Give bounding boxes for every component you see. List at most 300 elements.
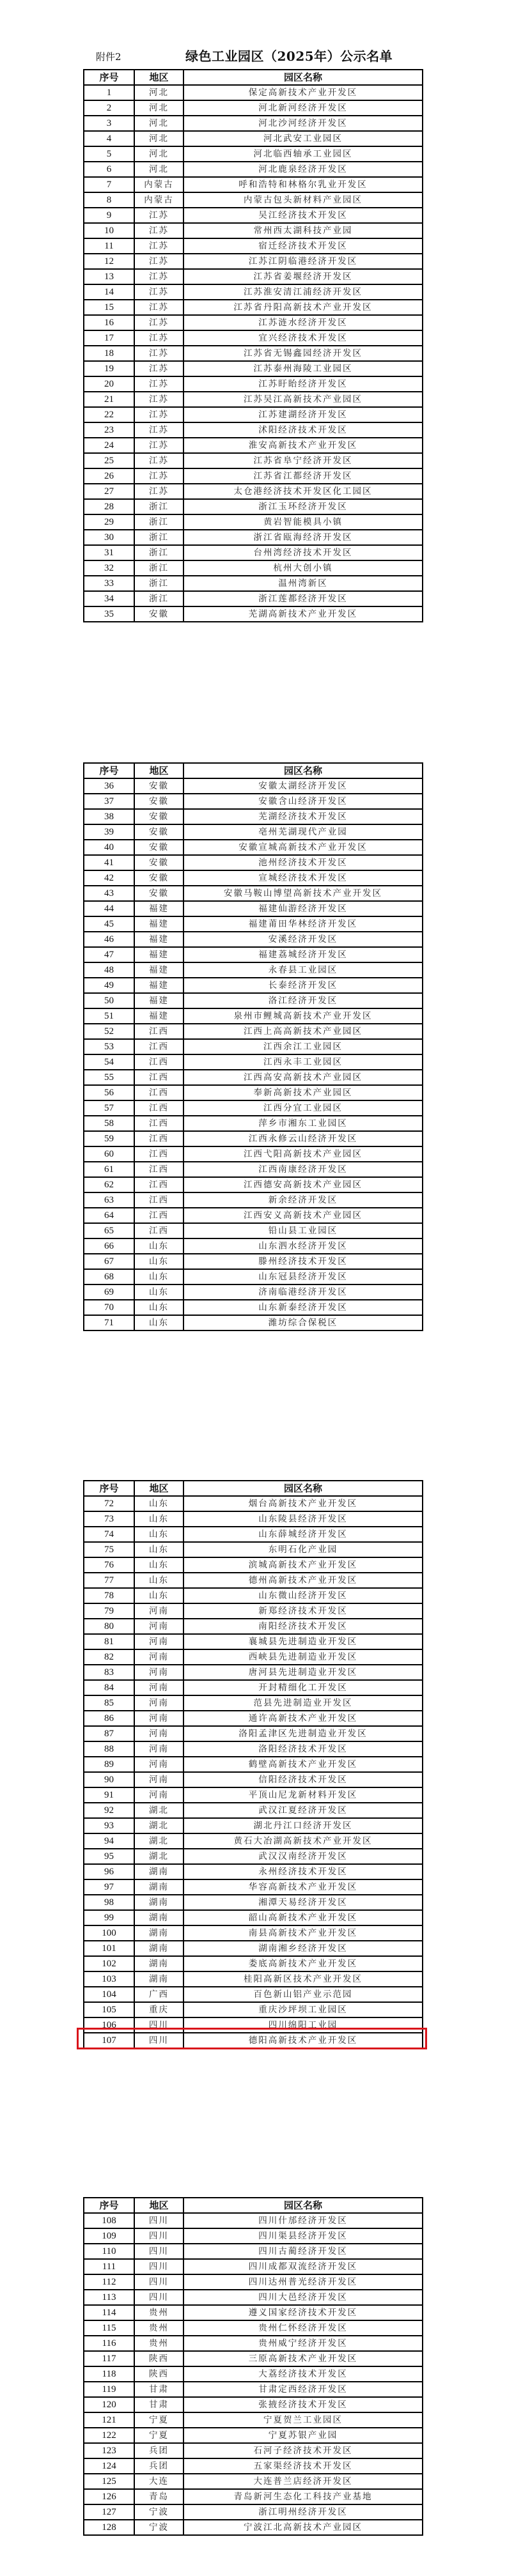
park-name: 浙江玉环经济开发区 bbox=[183, 499, 423, 514]
serial-number: 35 bbox=[84, 606, 134, 622]
serial-number: 29 bbox=[84, 514, 134, 530]
serial-number: 6 bbox=[84, 162, 134, 177]
region: 四川 bbox=[134, 2274, 183, 2290]
region: 江西 bbox=[134, 1192, 183, 1208]
serial-number: 114 bbox=[84, 2305, 134, 2320]
region: 山东 bbox=[134, 1254, 183, 1269]
table-row bbox=[84, 407, 423, 422]
park-name: 内蒙古包头新材料产业园区 bbox=[183, 192, 423, 208]
table-row bbox=[84, 330, 423, 346]
region: 河南 bbox=[134, 1711, 183, 1726]
region: 福建 bbox=[134, 962, 183, 978]
park-name: 百色新山铝产业示范园 bbox=[183, 1987, 423, 2002]
region: 河北 bbox=[134, 162, 183, 177]
region: 安徽 bbox=[134, 824, 183, 840]
park-name: 华容高新技术产业开发区 bbox=[183, 1879, 423, 1895]
region: 宁夏 bbox=[134, 2412, 183, 2428]
table-row bbox=[84, 2002, 423, 2017]
region: 安徽 bbox=[134, 778, 183, 794]
table-row bbox=[84, 1619, 423, 1634]
table-row bbox=[84, 85, 423, 100]
region: 山东 bbox=[134, 1496, 183, 1511]
table-row bbox=[84, 1085, 423, 1100]
serial-number: 24 bbox=[84, 438, 134, 453]
region: 江苏 bbox=[134, 453, 183, 468]
serial-number: 61 bbox=[84, 1162, 134, 1177]
header-park-name: 园区名称 bbox=[183, 70, 423, 85]
table-row bbox=[84, 131, 423, 146]
park-name: 江苏省无锡鑫园经济开发区 bbox=[183, 346, 423, 361]
table-row bbox=[84, 1192, 423, 1208]
serial-number: 100 bbox=[84, 1925, 134, 1941]
park-name: 河北武安工业园区 bbox=[183, 131, 423, 146]
table-row bbox=[84, 177, 423, 192]
table-row bbox=[84, 146, 423, 162]
park-name: 安徽宣城高新技术产业开发区 bbox=[183, 840, 423, 855]
region: 江西 bbox=[134, 1146, 183, 1162]
serial-number: 88 bbox=[84, 1741, 134, 1757]
region: 宁波 bbox=[134, 2520, 183, 2535]
park-name: 济南临港经济开发区 bbox=[183, 1284, 423, 1300]
serial-number: 115 bbox=[84, 2320, 134, 2336]
table-row bbox=[84, 840, 423, 855]
park-name: 四川达州普光经济开发区 bbox=[183, 2274, 423, 2290]
table-row bbox=[84, 1116, 423, 1131]
serial-number: 69 bbox=[84, 1284, 134, 1300]
park-name: 大连普兰店经济开发区 bbox=[183, 2474, 423, 2489]
serial-number: 108 bbox=[84, 2213, 134, 2228]
park-name: 山东陵县经济开发区 bbox=[183, 1511, 423, 1527]
park-name: 山东薛城经济开发区 bbox=[183, 1527, 423, 1542]
serial-number: 38 bbox=[84, 809, 134, 824]
park-name: 吴江经济技术开发区 bbox=[183, 208, 423, 223]
park-name: 江西弋阳高新技术产业园区 bbox=[183, 1146, 423, 1162]
region: 广西 bbox=[134, 1987, 183, 2002]
region: 四川 bbox=[134, 2244, 183, 2259]
serial-number: 9 bbox=[84, 208, 134, 223]
region: 四川 bbox=[134, 2033, 183, 2048]
park-name: 贵州威宁经济开发区 bbox=[183, 2336, 423, 2351]
serial-number: 82 bbox=[84, 1649, 134, 1665]
serial-number: 80 bbox=[84, 1619, 134, 1634]
table-row bbox=[84, 254, 423, 269]
table-row bbox=[84, 1146, 423, 1162]
park-name: 江西德安高新技术产业园区 bbox=[183, 1177, 423, 1192]
table-row bbox=[84, 932, 423, 947]
serial-number: 64 bbox=[84, 1208, 134, 1223]
table-row bbox=[84, 1603, 423, 1619]
park-name: 唐河县先进制造业开发区 bbox=[183, 1665, 423, 1680]
serial-number: 54 bbox=[84, 1054, 134, 1070]
serial-number: 41 bbox=[84, 855, 134, 870]
serial-number: 3 bbox=[84, 116, 134, 131]
park-name: 遵义国家经济技术开发区 bbox=[183, 2305, 423, 2320]
serial-number: 118 bbox=[84, 2366, 134, 2382]
region: 兵团 bbox=[134, 2443, 183, 2458]
table-row bbox=[84, 530, 423, 545]
region: 河北 bbox=[134, 116, 183, 131]
serial-number: 93 bbox=[84, 1818, 134, 1833]
region: 江苏 bbox=[134, 346, 183, 361]
region: 湖南 bbox=[134, 1864, 183, 1879]
region: 江西 bbox=[134, 1085, 183, 1100]
region: 山东 bbox=[134, 1557, 183, 1573]
serial-number: 22 bbox=[84, 407, 134, 422]
table-row bbox=[84, 870, 423, 886]
region: 湖北 bbox=[134, 1849, 183, 1864]
region: 青岛 bbox=[134, 2489, 183, 2504]
table-row bbox=[84, 315, 423, 330]
table-row bbox=[84, 2033, 423, 2048]
region: 山东 bbox=[134, 1269, 183, 1284]
table-row bbox=[84, 2244, 423, 2259]
park-name: 新郑经济技术开发区 bbox=[183, 1603, 423, 1619]
serial-number: 40 bbox=[84, 840, 134, 855]
serial-number: 65 bbox=[84, 1223, 134, 1238]
table-row bbox=[84, 284, 423, 300]
region: 宁夏 bbox=[134, 2428, 183, 2443]
park-name: 安徽太湖经济开发区 bbox=[183, 778, 423, 794]
region: 河南 bbox=[134, 1757, 183, 1772]
region: 浙江 bbox=[134, 499, 183, 514]
serial-number: 117 bbox=[84, 2351, 134, 2366]
park-name: 四川古蔺经济开发区 bbox=[183, 2244, 423, 2259]
region: 浙江 bbox=[134, 545, 183, 560]
table-row bbox=[84, 100, 423, 116]
park-name: 韶山高新技术产业开发区 bbox=[183, 1910, 423, 1925]
serial-number: 91 bbox=[84, 1787, 134, 1803]
park-name: 呼和浩特和林格尔乳业开发区 bbox=[183, 177, 423, 192]
table-row bbox=[84, 1177, 423, 1192]
park-name: 安徽含山经济开发区 bbox=[183, 794, 423, 809]
serial-number: 107 bbox=[84, 2033, 134, 2048]
park-name: 江西高安高新技术产业园区 bbox=[183, 1070, 423, 1085]
region: 江苏 bbox=[134, 208, 183, 223]
park-name: 浙江莲都经济开发区 bbox=[183, 591, 423, 606]
park-name: 四川大邑经济开发区 bbox=[183, 2290, 423, 2305]
table-row bbox=[84, 2458, 423, 2474]
table-row bbox=[84, 978, 423, 993]
park-name: 江苏涟水经济开发区 bbox=[183, 315, 423, 330]
region: 江苏 bbox=[134, 422, 183, 438]
serial-number: 11 bbox=[84, 238, 134, 254]
table-row bbox=[84, 1941, 423, 1956]
serial-number: 5 bbox=[84, 146, 134, 162]
table-row bbox=[84, 576, 423, 591]
region: 山东 bbox=[134, 1573, 183, 1588]
region: 河南 bbox=[134, 1695, 183, 1711]
serial-number: 15 bbox=[84, 300, 134, 315]
table-row bbox=[84, 962, 423, 978]
region: 湖南 bbox=[134, 1925, 183, 1941]
region: 福建 bbox=[134, 932, 183, 947]
region: 山东 bbox=[134, 1542, 183, 1557]
park-name: 河北鹿泉经济开发区 bbox=[183, 162, 423, 177]
park-name: 滕州经济技术开发区 bbox=[183, 1254, 423, 1269]
region: 江西 bbox=[134, 1054, 183, 1070]
table-row bbox=[84, 116, 423, 131]
serial-number: 106 bbox=[84, 2017, 134, 2033]
table-row bbox=[84, 346, 423, 361]
serial-number: 103 bbox=[84, 1971, 134, 1987]
park-name: 台州湾经济技术开发区 bbox=[183, 545, 423, 560]
header-region: 地区 bbox=[134, 763, 183, 778]
park-name: 鹤壁高新技术产业开发区 bbox=[183, 1757, 423, 1772]
park-name: 开封精细化工开发区 bbox=[183, 1680, 423, 1695]
park-name: 常州西太湖科技产业园 bbox=[183, 223, 423, 238]
park-name: 奉新高新技术产业园区 bbox=[183, 1085, 423, 1100]
table-row bbox=[84, 361, 423, 376]
table-row bbox=[84, 162, 423, 177]
serial-number: 30 bbox=[84, 530, 134, 545]
table-row bbox=[84, 794, 423, 809]
park-name: 江苏江阴临港经济开发区 bbox=[183, 254, 423, 269]
serial-number: 50 bbox=[84, 993, 134, 1008]
park-name: 永春县工业园区 bbox=[183, 962, 423, 978]
attachment-label: 附件2 bbox=[96, 51, 121, 63]
region: 河北 bbox=[134, 100, 183, 116]
table-row bbox=[84, 1787, 423, 1803]
serial-number: 59 bbox=[84, 1131, 134, 1146]
serial-number: 28 bbox=[84, 499, 134, 514]
region: 江苏 bbox=[134, 315, 183, 330]
region: 河南 bbox=[134, 1787, 183, 1803]
park-name: 宿迁经济技术开发区 bbox=[183, 238, 423, 254]
park-name: 浙江省瓯海经济开发区 bbox=[183, 530, 423, 545]
table-row bbox=[84, 1131, 423, 1146]
park-name: 武汉汉南经济开发区 bbox=[183, 1849, 423, 1864]
serial-number: 42 bbox=[84, 870, 134, 886]
table-row bbox=[84, 1070, 423, 1085]
table-row bbox=[84, 1925, 423, 1941]
table-row bbox=[84, 2336, 423, 2351]
table-row bbox=[84, 1910, 423, 1925]
park-name: 信阳经济技术开发区 bbox=[183, 1772, 423, 1787]
table-row bbox=[84, 947, 423, 962]
serial-number: 102 bbox=[84, 1956, 134, 1971]
serial-number: 81 bbox=[84, 1634, 134, 1649]
park-name: 山东新泰经济开发区 bbox=[183, 1300, 423, 1315]
park-name: 江西安义高新技术产业园区 bbox=[183, 1208, 423, 1223]
table-row bbox=[84, 223, 423, 238]
serial-number: 19 bbox=[84, 361, 134, 376]
region: 湖北 bbox=[134, 1803, 183, 1818]
park-name: 南县高新技术产业开发区 bbox=[183, 1925, 423, 1941]
serial-number: 72 bbox=[84, 1496, 134, 1511]
table-row bbox=[84, 2228, 423, 2244]
table-row bbox=[84, 1315, 423, 1330]
serial-number: 127 bbox=[84, 2504, 134, 2520]
table-row bbox=[84, 1649, 423, 1665]
serial-number: 126 bbox=[84, 2489, 134, 2504]
park-name: 永州经济技术开发区 bbox=[183, 1864, 423, 1879]
park-name: 山东微山经济开发区 bbox=[183, 1588, 423, 1603]
region: 江苏 bbox=[134, 438, 183, 453]
table-row bbox=[84, 1223, 423, 1238]
table-row bbox=[84, 545, 423, 560]
region: 江苏 bbox=[134, 330, 183, 346]
table-row bbox=[84, 1238, 423, 1254]
serial-number: 96 bbox=[84, 1864, 134, 1879]
park-name: 湖南湘乡经济开发区 bbox=[183, 1941, 423, 1956]
table-row bbox=[84, 1833, 423, 1849]
park-name: 甘肃定西经济开发区 bbox=[183, 2382, 423, 2397]
park-name: 娄底高新技术产业开发区 bbox=[183, 1956, 423, 1971]
table-row bbox=[84, 2290, 423, 2305]
region: 河北 bbox=[134, 131, 183, 146]
park-name: 滨城高新技术产业开发区 bbox=[183, 1557, 423, 1573]
park-name: 福建仙游经济开发区 bbox=[183, 901, 423, 916]
park-name: 张掖经济技术开发区 bbox=[183, 2397, 423, 2412]
table-row bbox=[84, 1803, 423, 1818]
table-header-row bbox=[84, 1481, 423, 1496]
table-row bbox=[84, 2504, 423, 2520]
park-name: 江苏省丹阳高新技术产业开发区 bbox=[183, 300, 423, 315]
document-title: 绿色工业园区（2025年）公示名单 bbox=[185, 49, 393, 64]
header-serial: 序号 bbox=[84, 2198, 134, 2213]
region: 江西 bbox=[134, 1024, 183, 1039]
park-name: 长泰经济开发区 bbox=[183, 978, 423, 993]
serial-number: 67 bbox=[84, 1254, 134, 1269]
table-row bbox=[84, 1527, 423, 1542]
region: 江西 bbox=[134, 1177, 183, 1192]
serial-number: 97 bbox=[84, 1879, 134, 1895]
table-row bbox=[84, 1849, 423, 1864]
header-park-name: 园区名称 bbox=[183, 763, 423, 778]
table-row bbox=[84, 1511, 423, 1527]
park-name: 湖北丹江口经济开发区 bbox=[183, 1818, 423, 1833]
serial-number: 47 bbox=[84, 947, 134, 962]
serial-number: 113 bbox=[84, 2290, 134, 2305]
table-row bbox=[84, 886, 423, 901]
park-name: 安溪经济开发区 bbox=[183, 932, 423, 947]
table-row bbox=[84, 1039, 423, 1054]
park-name: 江苏省姜堰经济开发区 bbox=[183, 269, 423, 284]
park-name: 四川绵阳工业园 bbox=[183, 2017, 423, 2033]
region: 江苏 bbox=[134, 484, 183, 499]
region: 安徽 bbox=[134, 794, 183, 809]
region: 甘肃 bbox=[134, 2397, 183, 2412]
park-name: 福建荔城经济开发区 bbox=[183, 947, 423, 962]
park-name: 江苏泰州海陵工业园区 bbox=[183, 361, 423, 376]
park-name: 江西余江工业园区 bbox=[183, 1039, 423, 1054]
region: 湖北 bbox=[134, 1818, 183, 1833]
table-row bbox=[84, 1008, 423, 1024]
table-row bbox=[84, 2489, 423, 2504]
park-name: 宣城经济技术开发区 bbox=[183, 870, 423, 886]
table-row bbox=[84, 208, 423, 223]
region: 内蒙古 bbox=[134, 192, 183, 208]
serial-number: 111 bbox=[84, 2259, 134, 2274]
table-row bbox=[84, 560, 423, 576]
table-row bbox=[84, 376, 423, 392]
region: 福建 bbox=[134, 993, 183, 1008]
serial-number: 7 bbox=[84, 177, 134, 192]
table-row bbox=[84, 269, 423, 284]
serial-number: 10 bbox=[84, 223, 134, 238]
table-row bbox=[84, 1300, 423, 1315]
region: 河南 bbox=[134, 1680, 183, 1695]
table-row bbox=[84, 993, 423, 1008]
serial-number: 66 bbox=[84, 1238, 134, 1254]
region: 湖南 bbox=[134, 1895, 183, 1910]
park-name: 江苏省江都经济开发区 bbox=[183, 468, 423, 484]
park-name: 池州经济技术开发区 bbox=[183, 855, 423, 870]
park-list-table-page-4 bbox=[83, 2197, 423, 2536]
serial-number: 119 bbox=[84, 2382, 134, 2397]
table-row bbox=[84, 778, 423, 794]
park-name: 范县先进制造业开发区 bbox=[183, 1695, 423, 1711]
park-name: 温州湾新区 bbox=[183, 576, 423, 591]
region: 湖南 bbox=[134, 1971, 183, 1987]
park-name: 石河子经济技术开发区 bbox=[183, 2443, 423, 2458]
serial-number: 86 bbox=[84, 1711, 134, 1726]
serial-number: 12 bbox=[84, 254, 134, 269]
table-header-row bbox=[84, 763, 423, 778]
table-row bbox=[84, 2428, 423, 2443]
serial-number: 76 bbox=[84, 1557, 134, 1573]
region: 安徽 bbox=[134, 870, 183, 886]
region: 江苏 bbox=[134, 269, 183, 284]
region: 陕西 bbox=[134, 2351, 183, 2366]
serial-number: 121 bbox=[84, 2412, 134, 2428]
region: 四川 bbox=[134, 2017, 183, 2033]
table-row bbox=[84, 591, 423, 606]
region: 福建 bbox=[134, 916, 183, 932]
serial-number: 49 bbox=[84, 978, 134, 993]
region: 江西 bbox=[134, 1116, 183, 1131]
serial-number: 43 bbox=[84, 886, 134, 901]
serial-number: 53 bbox=[84, 1039, 134, 1054]
park-name: 烟台高新技术产业开发区 bbox=[183, 1496, 423, 1511]
park-name: 青岛新河生态化工科技产业基地 bbox=[183, 2489, 423, 2504]
park-name: 德州高新技术产业开发区 bbox=[183, 1573, 423, 1588]
serial-number: 105 bbox=[84, 2002, 134, 2017]
region: 浙江 bbox=[134, 576, 183, 591]
table-row bbox=[84, 1757, 423, 1772]
region: 江西 bbox=[134, 1223, 183, 1238]
park-name: 黄岩智能模具小镇 bbox=[183, 514, 423, 530]
serial-number: 78 bbox=[84, 1588, 134, 1603]
serial-number: 98 bbox=[84, 1895, 134, 1910]
table-row bbox=[84, 1573, 423, 1588]
region: 大连 bbox=[134, 2474, 183, 2489]
table-row bbox=[84, 1895, 423, 1910]
serial-number: 33 bbox=[84, 576, 134, 591]
serial-number: 17 bbox=[84, 330, 134, 346]
park-name: 沭阳经济技术开发区 bbox=[183, 422, 423, 438]
region: 福建 bbox=[134, 947, 183, 962]
table-row bbox=[84, 855, 423, 870]
serial-number: 128 bbox=[84, 2520, 134, 2535]
serial-number: 116 bbox=[84, 2336, 134, 2351]
park-name: 东明石化产业园 bbox=[183, 1542, 423, 1557]
table-row bbox=[84, 2382, 423, 2397]
serial-number: 46 bbox=[84, 932, 134, 947]
park-name: 襄城县先进制造业开发区 bbox=[183, 1634, 423, 1649]
region: 山东 bbox=[134, 1315, 183, 1330]
region: 湖南 bbox=[134, 1956, 183, 1971]
serial-number: 124 bbox=[84, 2458, 134, 2474]
table-row bbox=[84, 1588, 423, 1603]
table-row bbox=[84, 1284, 423, 1300]
park-name: 洛江经济开发区 bbox=[183, 993, 423, 1008]
serial-number: 60 bbox=[84, 1146, 134, 1162]
table-row bbox=[84, 2412, 423, 2428]
region: 湖南 bbox=[134, 1941, 183, 1956]
table-row bbox=[84, 1054, 423, 1070]
header-region: 地区 bbox=[134, 70, 183, 85]
